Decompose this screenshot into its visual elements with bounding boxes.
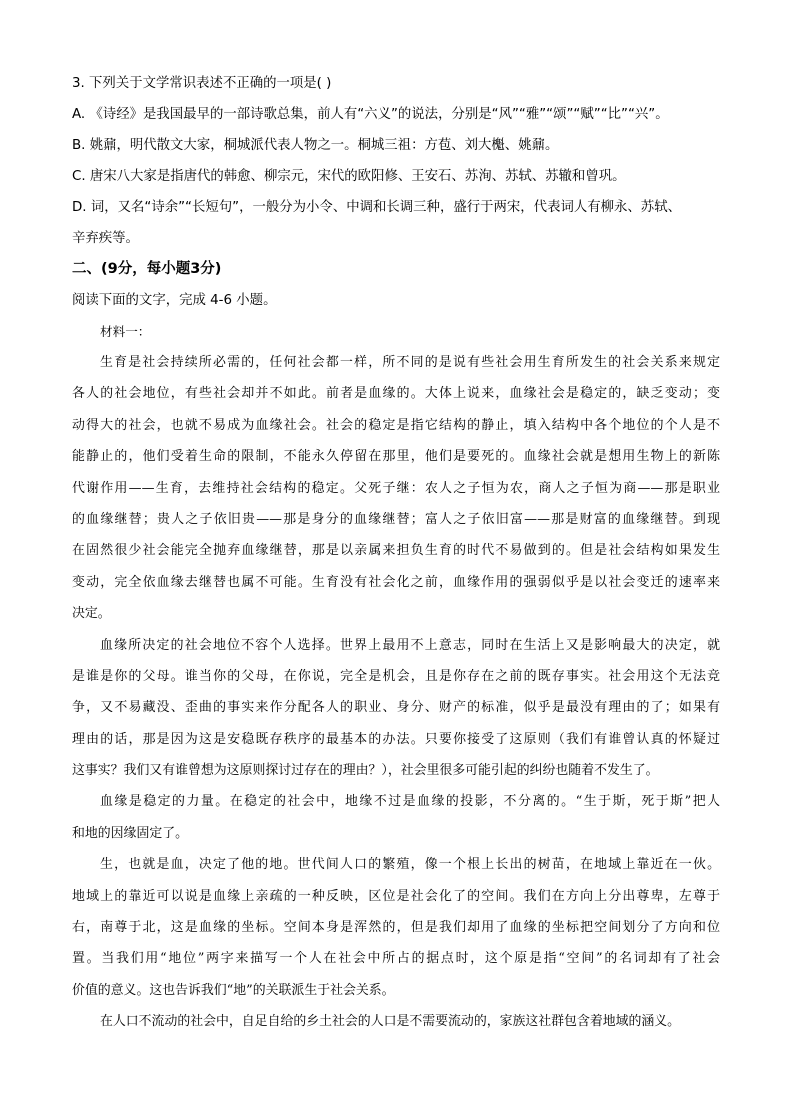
question-3-option-d-continued: 辛弃疾等。	[72, 231, 139, 246]
passage-line: 动得大的社会，也就不易成为血缘社会。社会的稳定是指它结构的静止，填入结构中各个地位的个人是不	[72, 417, 720, 433]
passage-line: 生育是社会持续所必需的，任何社会都一样，所不同的是说有些社会用生育所发生的社会关系来规定	[100, 355, 720, 370]
passage-line: 能静止的，他们受着生命的限制，不能永久停留在那里，他们是要死的。血缘社会就是想用生物上的新陈	[72, 449, 720, 465]
passage-line: 右，南尊于北，这是血缘的坐标。空间本身是浑然的，但是我们却用了血缘的坐标把空间划分了方向和位	[72, 920, 720, 936]
passage-line: 争，又不易藏没、歪曲的事实来作分配各人的职业、身分、财产的标准，似乎是最没有理由的了；如果有	[72, 700, 720, 716]
passage-paragraph	[72, 630, 720, 787]
question-3-option-c: C. 唐宋八大家是指唐代的韩愈、柳宗元，宋代的欧阳修、王安石、苏洵、苏轼、苏辙和曾巩。	[72, 169, 626, 184]
reading-passage	[72, 347, 720, 1038]
question-3-option-d: D. 词，又名“诗余”“长短句”，一般分为小令、中调和长调三种，盛行于两宋，代表词人有柳永、苏轼、	[72, 200, 681, 215]
material-label: 材料一：	[100, 324, 151, 339]
passage-line: 地域上的靠近可以说是血缘上亲疏的一种反映，区位是社会化了的空间。我们在方向上分出尊卑，左尊于	[72, 888, 720, 904]
passage-line: 是谁是你的父母。谁当你的父母，在你说，完全是机会，且是你存在之前的既存事实。社会用这个无法竞	[72, 668, 720, 684]
passage-line: 在固然很少社会能完全抛弃血缘继替，那是以亲属来担负生育的时代不易做到的。但是社会结构如果发生	[72, 543, 720, 559]
passage-paragraph	[72, 786, 720, 849]
question-3-option-a: A. 《诗经》是我国最早的一部诗歌总集，前人有“六义”的说法，分别是“风”“雅”“颂”“赋”“比”“兴”。	[72, 107, 669, 122]
passage-line: 的血缘继替；贵人之子依旧贵——那是身分的血缘继替；富人之子依旧富——那是财富的血缘继替。到现	[72, 511, 720, 527]
question-3-option-b: B. 姚鼐，明代散文大家，桐城派代表人物之一。桐城三祖：方苞、刘大櫆、姚鼐。	[72, 138, 559, 153]
passage-line: 决定。	[72, 606, 111, 622]
section-title: 二、(9分，每小题3分)	[72, 261, 222, 277]
passage-line: 价值的意义。这也告诉我们“地”的关联派生于社会关系。	[72, 982, 395, 998]
passage-paragraph	[72, 347, 720, 630]
passage-line: 代谢作用——生育，去维持社会结构的稳定。父死子继：农人之子恒为农，商人之子恒为商——那是职业	[72, 480, 720, 496]
passage-line: 这事实？我们又有谁曾想为这原则探讨过存在的理由？），社会里很多可能引起的纠纷也随着不发生了。	[72, 763, 659, 779]
passage-paragraph	[72, 849, 720, 1006]
passage-line: 血缘所决定的社会地位不容个人选择。世界上最用不上意志，同时在生活上又是影响最大的决定，就	[100, 637, 720, 653]
question-3-stem: 3. 下列关于文学常识表述不正确的一项是( )	[72, 76, 332, 91]
passage-line: 在人口不流动的社会中，自足自给的乡土社会的人口是不需要流动的，家族这社群包含着地域的涵义。	[100, 1014, 681, 1030]
passage-line: 各人的社会地位，有些社会却并不如此。前者是血缘的。大体上说来，血缘社会是稳定的，缺乏变动；变	[72, 386, 720, 402]
passage-line: 理由的话，那是因为这是安稳既存秩序的最基本的办法。只要你接受了这原则（我们有谁曾认真的怀疑过	[72, 731, 720, 747]
passage-line: 血缘是稳定的力量。在稳定的社会中，地缘不过是血缘的投影，不分离的。“生于斯，死于斯”把人	[100, 794, 720, 810]
passage-line: 置。当我们用“地位”两字来描写一个人在社会中所占的据点时，这个原是指“空间”的名词却有了社会	[72, 951, 720, 967]
passage-paragraph	[72, 1006, 720, 1037]
document-page	[72, 68, 720, 1038]
passage-line: 生，也就是血，决定了他的地。世代间人口的繁殖，像一个根上长出的树苗，在地域上靠近在一伙。	[100, 857, 720, 873]
passage-line: 和地的因缘固定了。	[72, 825, 189, 841]
reading-instruction: 阅读下面的文字，完成 4-6 小题。	[72, 293, 277, 308]
passage-line: 变动，完全依血缘去继替也属不可能。生育没有社会化之前，血缘作用的强弱似乎是以社会变迁的速率来	[72, 574, 720, 590]
